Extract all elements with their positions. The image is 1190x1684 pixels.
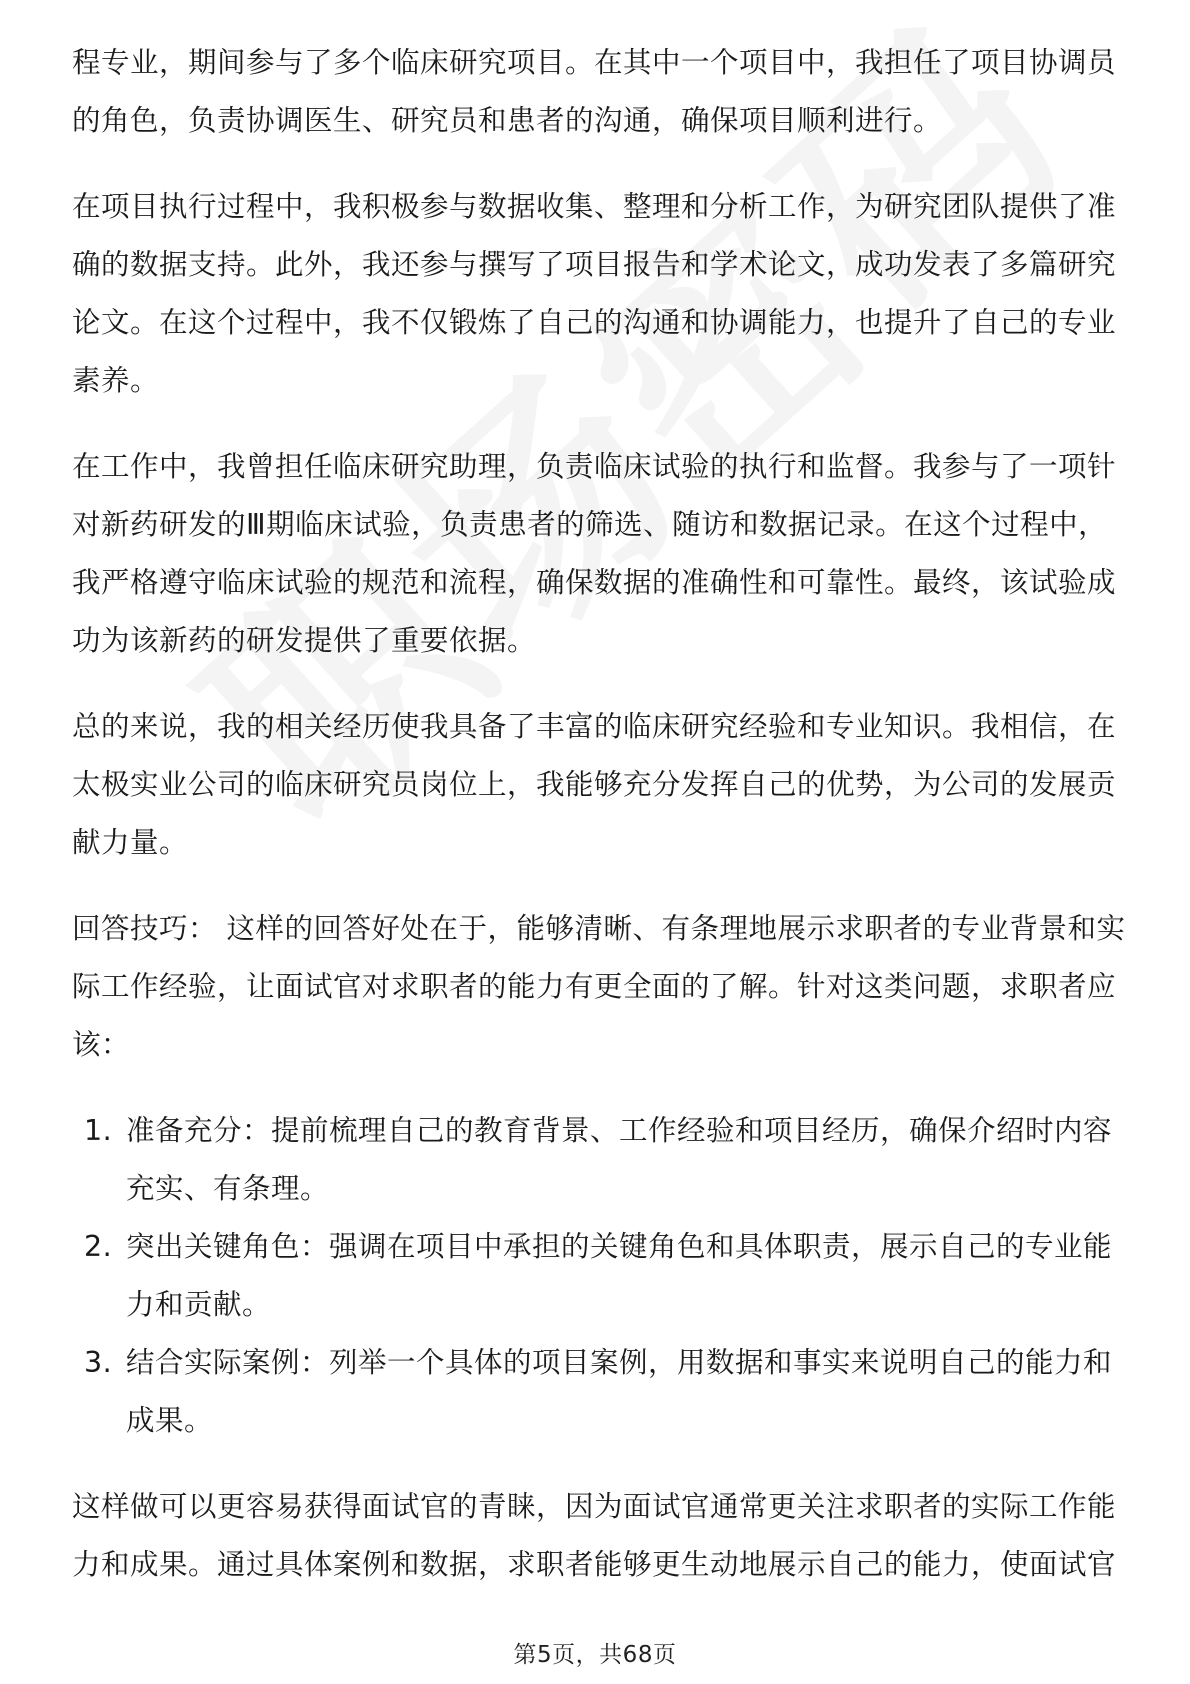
paragraph-summary: 总的来说，我的相关经历使我具备了丰富的临床研究经验和专业知识。我相信，在太极实业公司的临床研究员岗位上，我能够充分发挥自己的优势，为公司的发展贡献力量。 [72, 710, 1117, 859]
list-text: 准备充分：提前梳理自己的教育背景、工作经验和项目经历，确保介绍时内容充实、有条理。 [126, 1114, 1113, 1205]
paragraph-answer-tips: 回答技巧： 这样的回答好处在于，能够清晰、有条理地展示求职者的专业背景和实际工作经验，让面试官对求职者的能力有更全面的了解。针对这类问题，求职者应该： [72, 912, 1126, 1061]
paragraph-data-work: 在项目执行过程中，我积极参与数据收集、整理和分析工作，为研究团队提供了准确的数据支持。此外，我还参与撰写了项目报告和学术论文，成功发表了多篇研究论文。在这个过程中，我不仅锻炼了自己的沟通和协调能力，也提升了自己的专业素养。 [72, 190, 1117, 397]
document-body [72, 34, 1132, 1622]
list-text: 突出关键角色：强调在项目中承担的关键角色和具体职责，展示自己的专业能力和贡献。 [126, 1230, 1113, 1321]
list-item [72, 1334, 1132, 1450]
list-text: 结合实际案例：列举一个具体的项目案例，用数据和事实来说明自己的能力和成果。 [126, 1346, 1113, 1437]
paragraph-clinical-assistant: 在工作中，我曾担任临床研究助理，负责临床试验的执行和监督。我参与了一项针对新药研发的Ⅲ期临床试验，负责患者的筛选、随访和数据记录。在这个过程中，我严格遵守临床试验的规范和流程，确保数据的准确性和可靠性。最终，该试验成功为该新药的研发提供了重要依据。 [72, 450, 1117, 657]
list-number: 2. [84, 1230, 113, 1263]
list-item [72, 1102, 1132, 1218]
tips-list [72, 1102, 1132, 1450]
page-number-footer: 第5页，共68页 [513, 1642, 677, 1668]
list-item [72, 1218, 1132, 1334]
paragraph-closing: 这样做可以更容易获得面试官的青睐，因为面试官通常更关注求职者的实际工作能力和成果。通过具体案例和数据，求职者能够更生动地展示自己的能力，使面试官 [72, 1490, 1117, 1581]
list-number: 1. [84, 1114, 113, 1147]
list-number: 3. [84, 1346, 113, 1379]
paragraph-project-experience: 程专业，期间参与了多个临床研究项目。在其中一个项目中，我担任了项目协调员的角色，负责协调医生、研究员和患者的沟通，确保项目顺利进行。 [72, 46, 1117, 137]
